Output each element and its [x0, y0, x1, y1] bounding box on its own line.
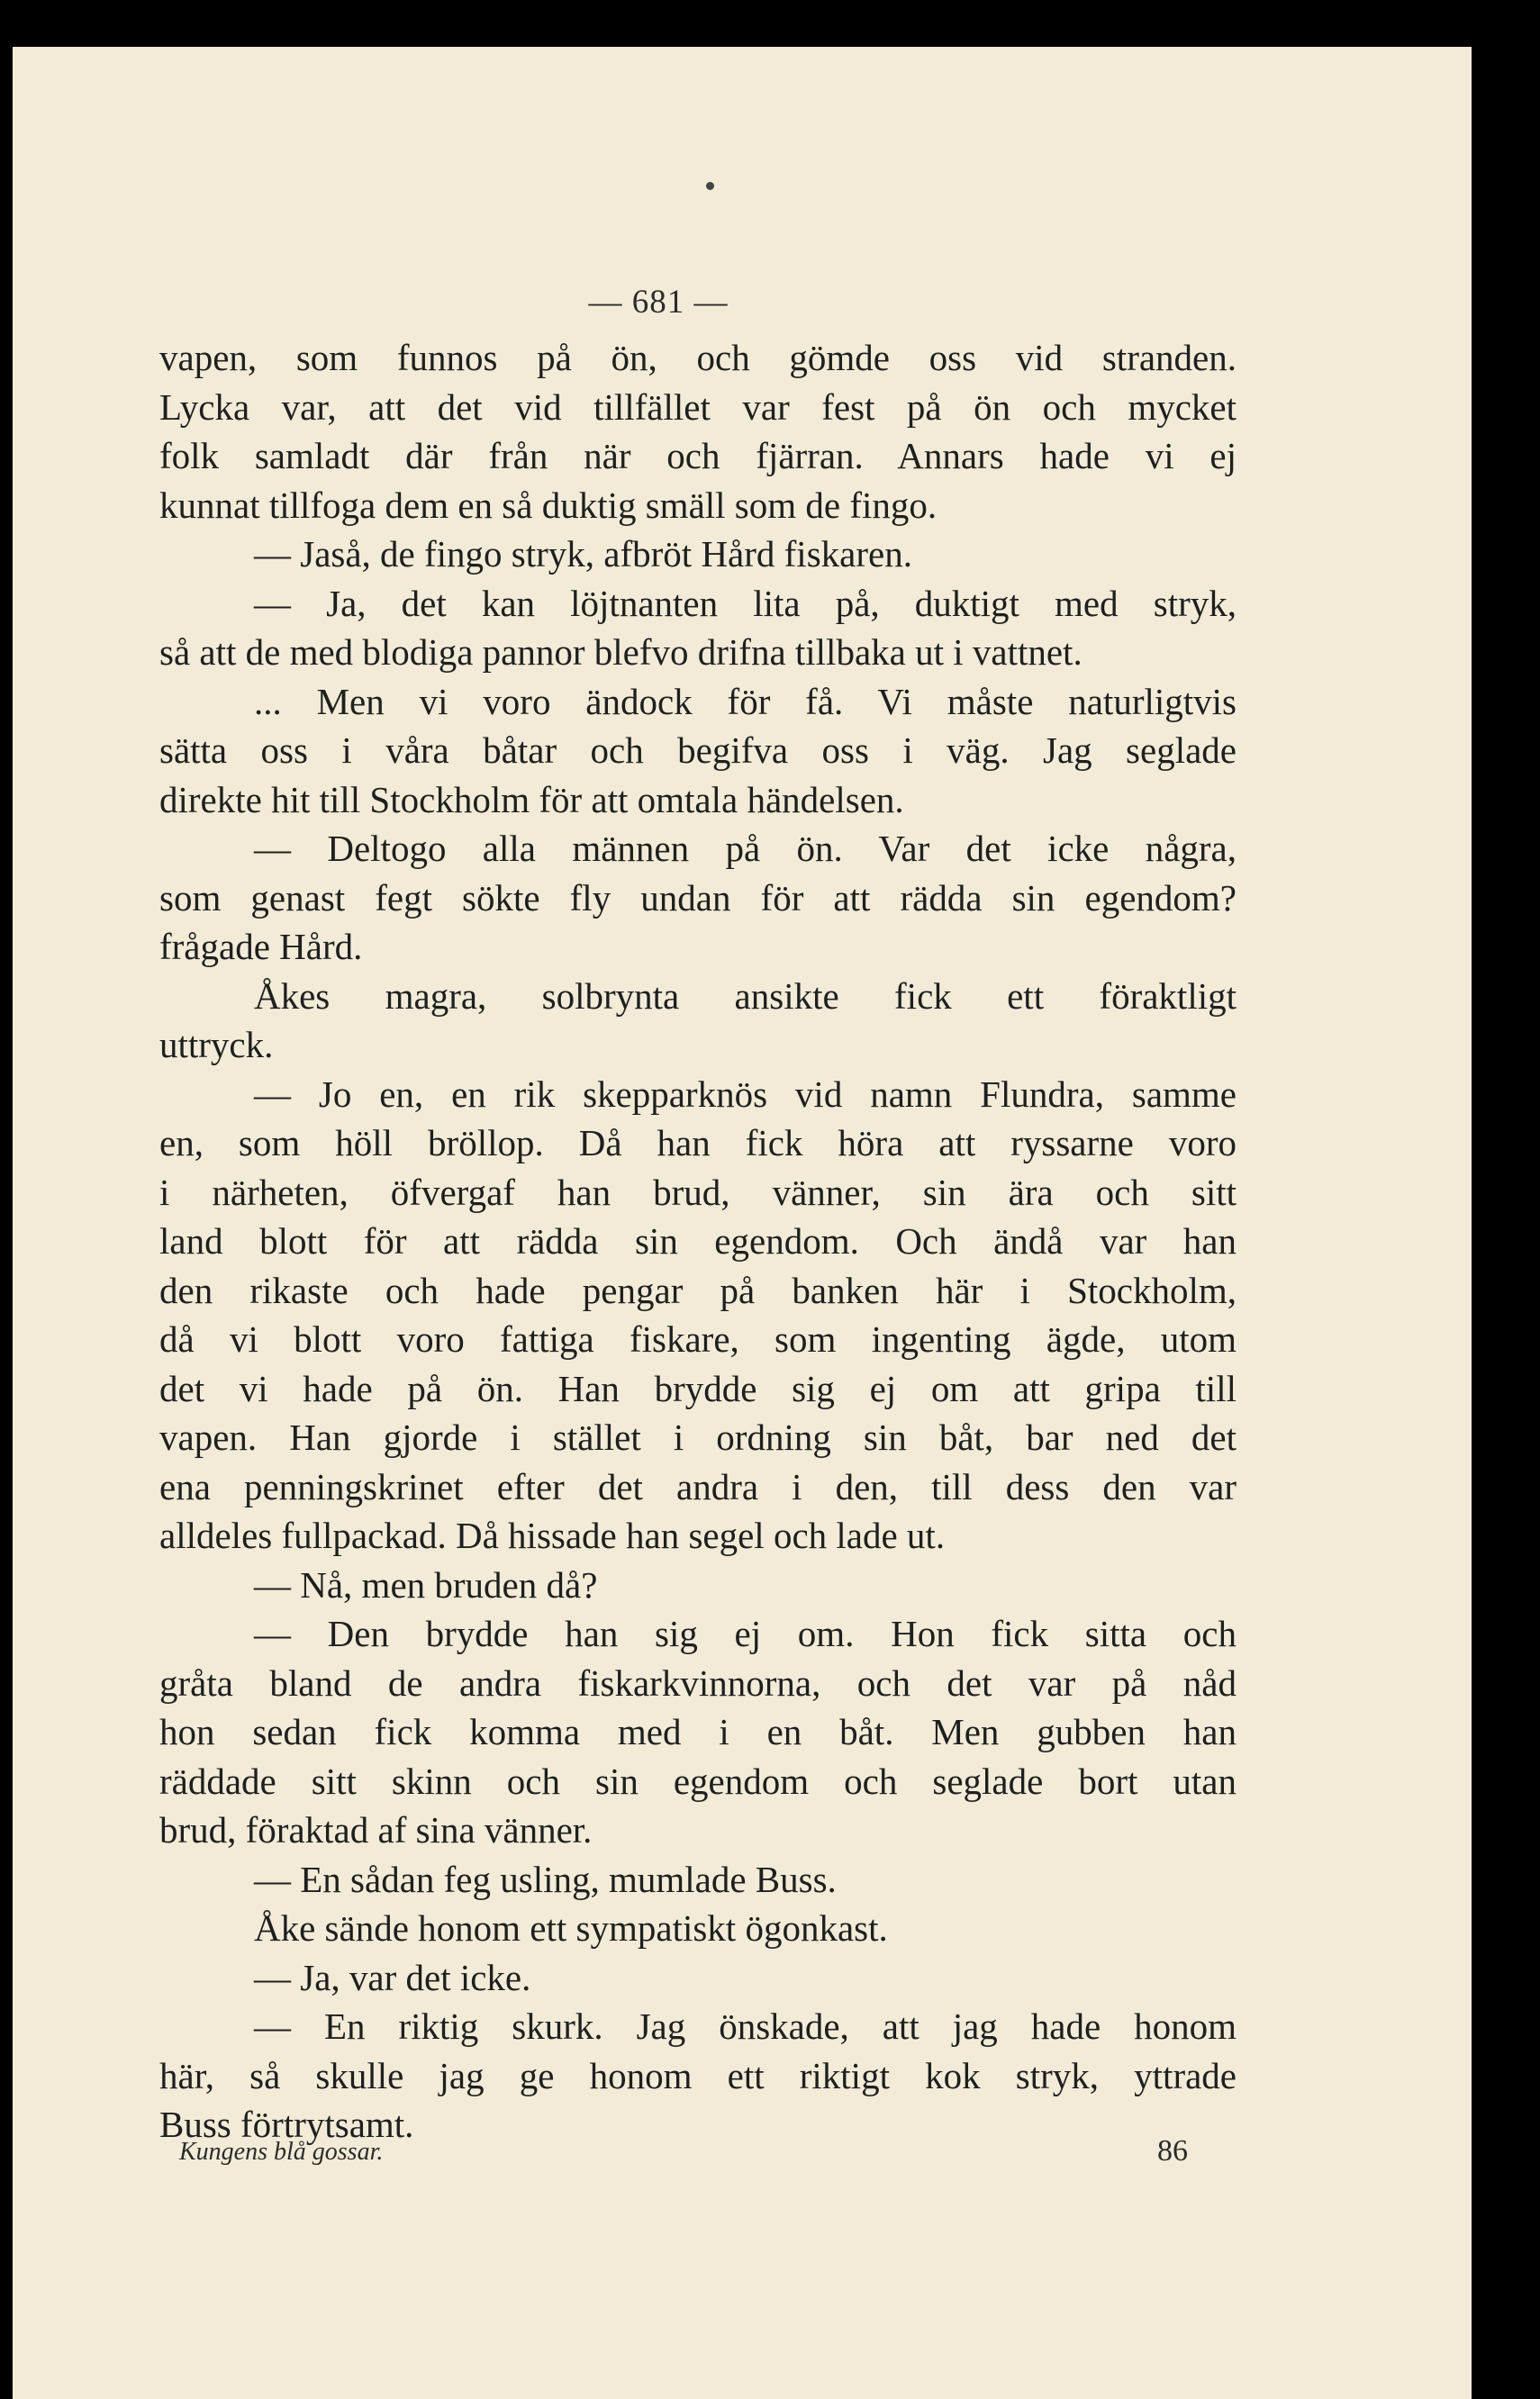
text-line: här, så skulle jag ge honom ett riktigt kok stryk, yttrade: [159, 2054, 1237, 2096]
text-line: folk samladt där från när och fjärran. Annars hade vi ej: [159, 435, 1237, 476]
text-line: gråta bland de andra fiskarkvinnorna, och det var på nåd: [159, 1661, 1237, 1704]
text-line: kunnat tillfoga dem en så duktig smäll som de fingo.: [159, 484, 938, 526]
text-line: — Nå, men bruden då?: [254, 1563, 598, 1606]
text-line: så att de med blodiga pannor blefvo drifna tillbaka ut i vattnet.: [159, 631, 1083, 673]
text-line: den rikaste och hade pengar på banken här i Stockholm,: [159, 1269, 1237, 1311]
text-line: Åke sände honom ett sympatiskt ögonkast.: [254, 1907, 888, 1949]
text-line: som genast fegt sökte fly undan för att rädda sin egendom?: [159, 876, 1237, 919]
text-line: — Ja, var det icke.: [254, 1956, 531, 1998]
text-line: brud, föraktad af sina vänner.: [159, 1809, 593, 1851]
text-line: räddade sitt skinn och sin egendom och seglade bort utan: [159, 1760, 1237, 1802]
text-line: alldeles fullpackad. Då hissade han segel och lade ut.: [159, 1515, 946, 1556]
text-line: — Ja, det kan löjtnanten lita på, duktigt med stryk,: [254, 582, 1237, 624]
text-line: — En sådan feg usling, mumlade Buss.: [254, 1858, 837, 1900]
text-line: uttryck.: [159, 1024, 274, 1065]
page-number: — 681 —: [588, 284, 729, 321]
text-line: — Deltogo alla männen på ön. Var det icke några,: [254, 828, 1237, 869]
ink-speck: [706, 182, 714, 190]
sheet-signature-number: 86: [1157, 2134, 1188, 2168]
body-text: [159, 333, 1237, 2150]
page-footer: [179, 2134, 1188, 2179]
text-line: — En riktig skurk. Jag önskade, att jag hade honom: [254, 2005, 1237, 2047]
text-line: — Jo en, en rik skepparknös vid namn Flundra, samme: [254, 1073, 1237, 1115]
text-line: då vi blott voro fattiga fiskare, som ingenting ägde, utom: [159, 1318, 1237, 1360]
text-line: i närheten, öfvergaf han brud, vänner, sin ära och sitt: [159, 1171, 1237, 1213]
text-line: hon sedan fick komma med i en båt. Men gubben han: [159, 1711, 1237, 1752]
text-line: det vi hade på ön. Han brydde sig ej om att gripa till: [159, 1367, 1237, 1409]
text-line: ena penningskrinet efter det andra i den, till dess den var: [159, 1465, 1237, 1507]
book-page: [13, 47, 1472, 2399]
text-line: vapen, som funnos på ön, och gömde oss vid stranden.: [159, 337, 1237, 378]
book-title: Kungens blå gossar.: [179, 2138, 384, 2166]
text-line: ... Men vi voro ändock för få. Vi måste naturligtvis: [254, 680, 1237, 722]
text-line: Åkes magra, solbrynta ansikte fick ett föraktligt: [254, 974, 1237, 1017]
text-line: Buss förtrytsamt.: [159, 2104, 414, 2145]
text-line: vapen. Han gjorde i stället i ordning sin båt, bar ned det: [159, 1417, 1237, 1458]
text-line: sätta oss i våra båtar och begifva oss i väg. Jag seglade: [159, 729, 1237, 771]
text-line: land blott för att rädda sin egendom. Och ändå var han: [159, 1220, 1237, 1262]
text-line: en, som höll bröllop. Då han fick höra att ryssarne voro: [159, 1122, 1237, 1163]
text-line: Lycka var, att det vid tillfället var fest på ön och mycket: [159, 385, 1237, 428]
text-line: — Den brydde han sig ej om. Hon fick sitta och: [254, 1613, 1237, 1654]
text-line: direkte hit till Stockholm för att omtala händelsen.: [159, 778, 904, 820]
text-line: frågade Hård.: [159, 926, 363, 967]
text-line: — Jaså, de fingo stryk, afbröt Hård fiskaren.: [254, 533, 912, 575]
